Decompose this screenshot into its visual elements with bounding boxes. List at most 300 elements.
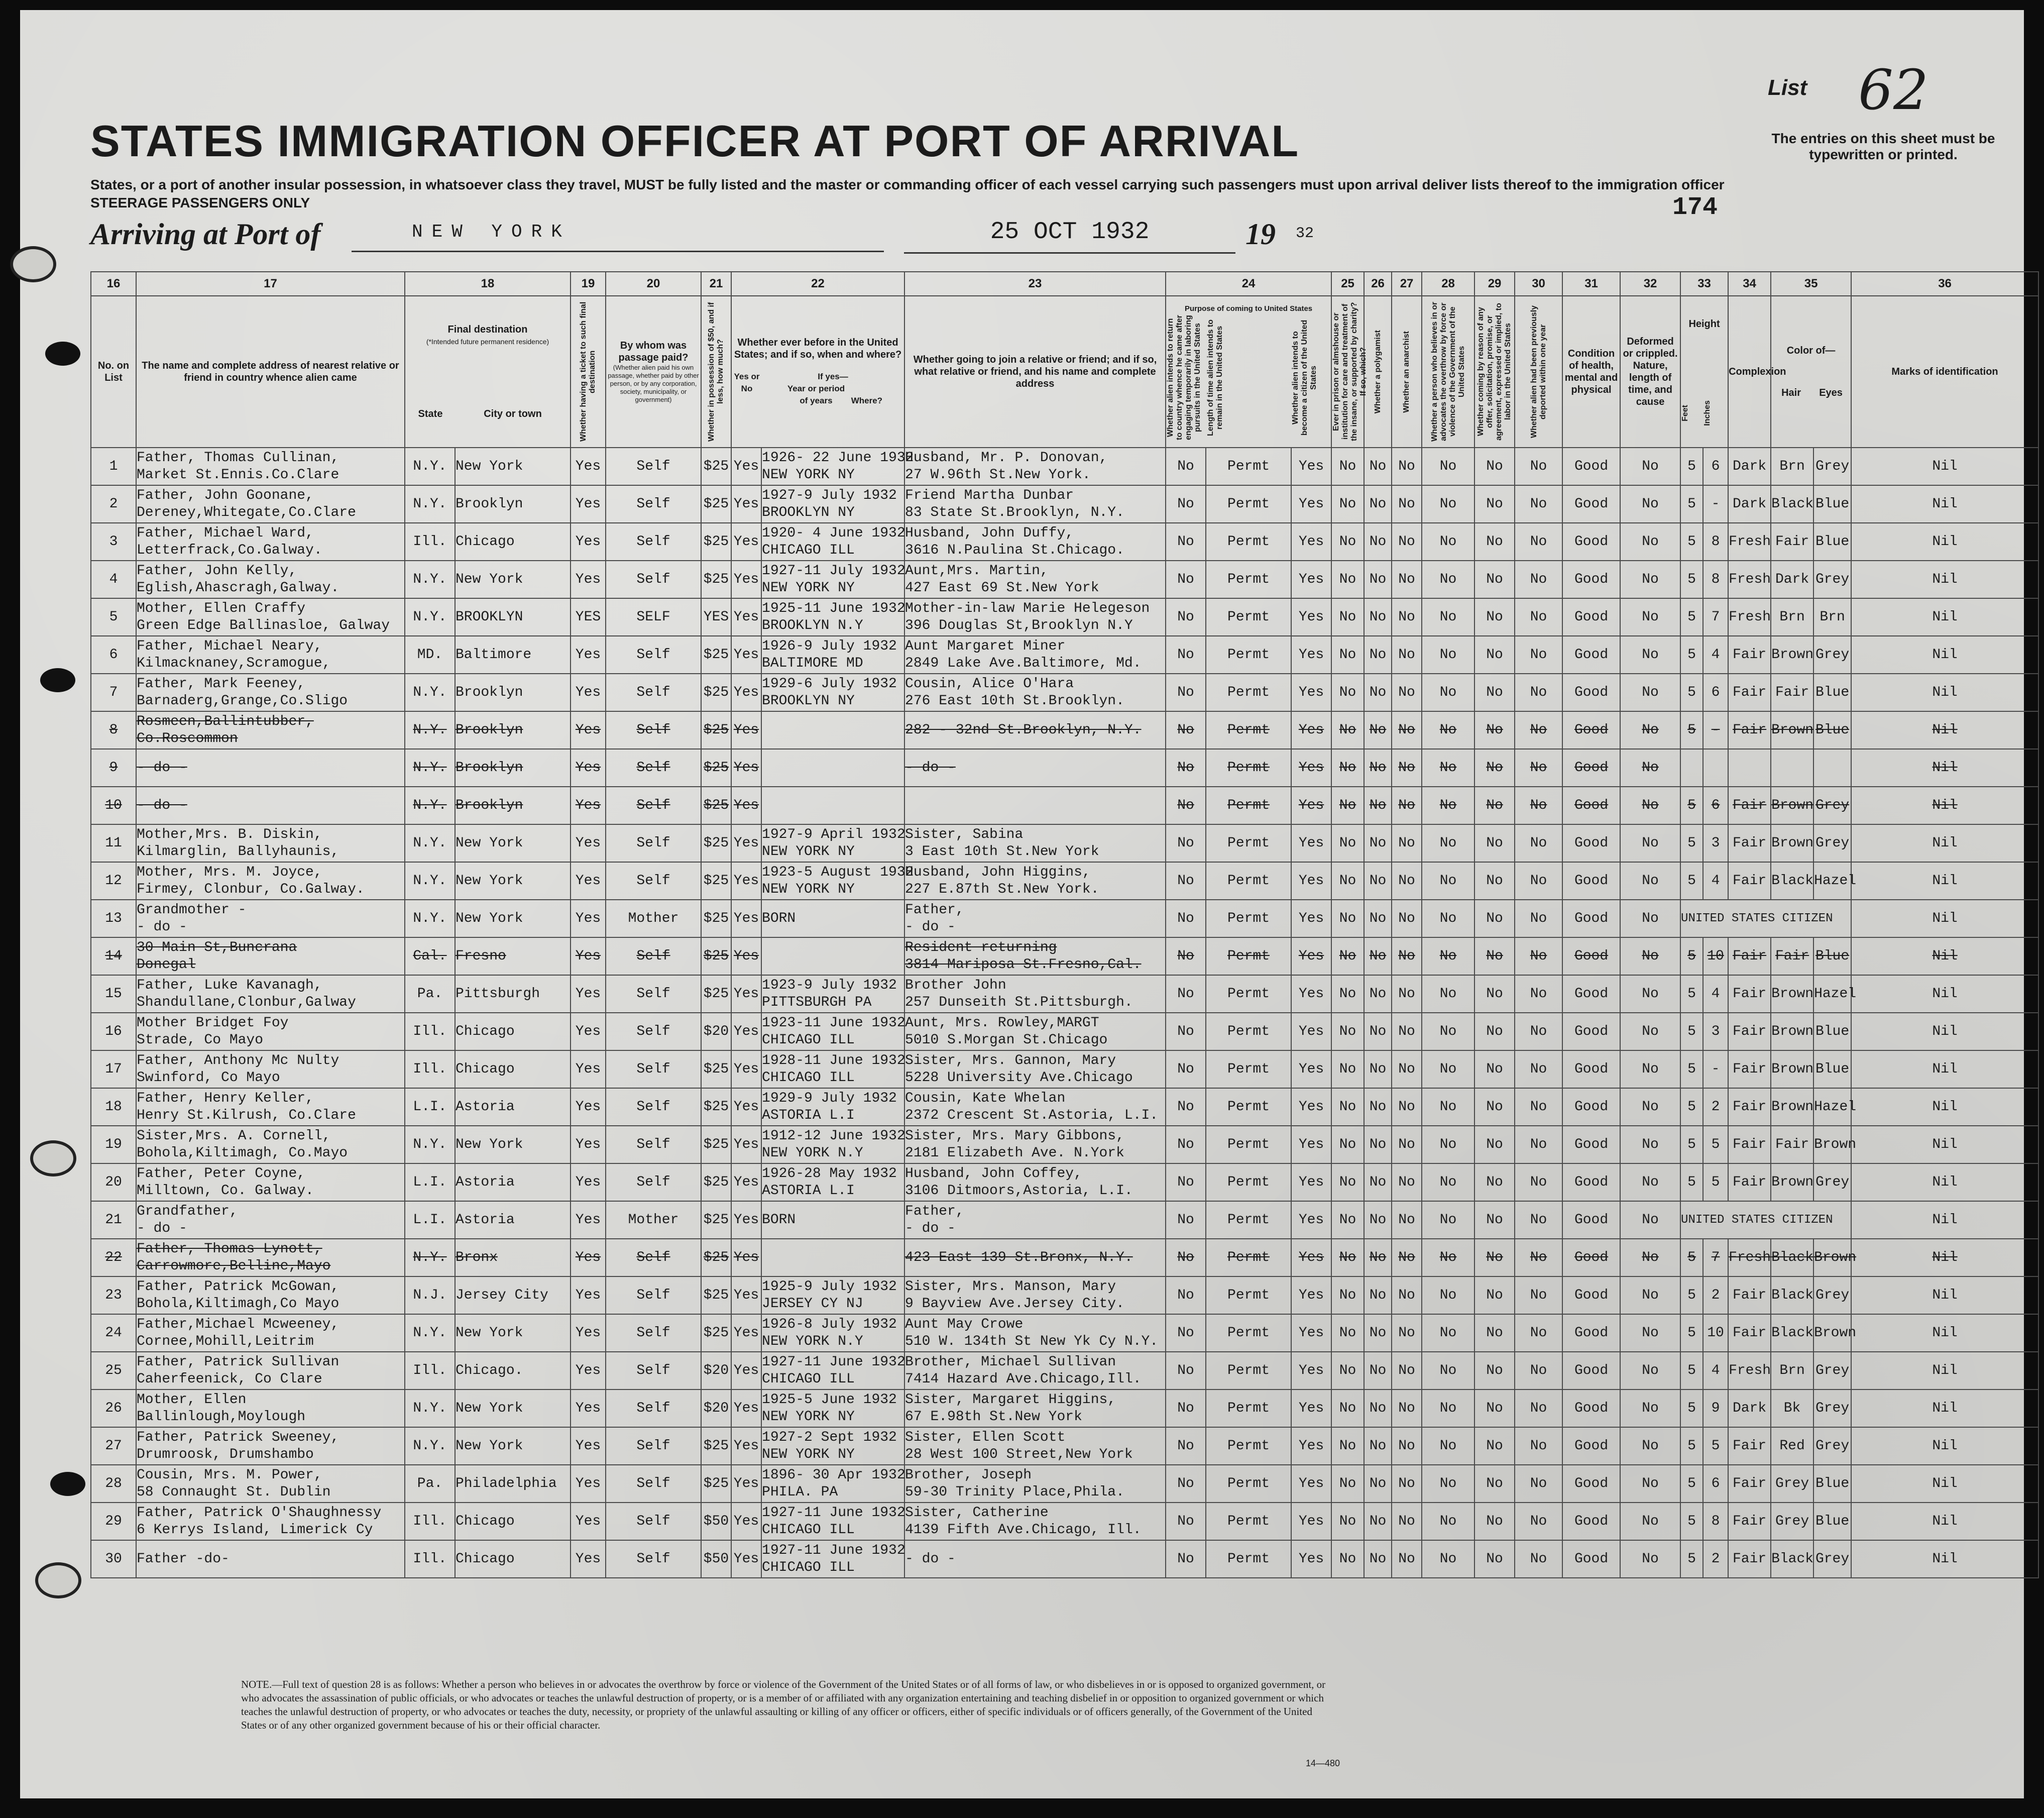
q28-cell: No bbox=[1422, 1352, 1474, 1389]
height-inches-cell: 6 bbox=[1703, 674, 1728, 711]
ticket-cell: Yes bbox=[571, 1050, 606, 1088]
relative-address bbox=[136, 448, 405, 485]
marks-cell: Nil bbox=[1851, 1276, 2038, 1314]
subtitle bbox=[90, 176, 1748, 212]
health-cell: Good bbox=[1562, 862, 1620, 900]
row-number: 5 bbox=[91, 598, 136, 636]
hair-cell: Dark bbox=[1771, 561, 1813, 598]
purpose-citizen-cell: Yes bbox=[1291, 1427, 1331, 1465]
deformed-cell: No bbox=[1620, 1352, 1680, 1389]
col-no: No. on List bbox=[91, 296, 136, 448]
purpose-length-cell: Permt bbox=[1206, 1088, 1291, 1126]
q27-cell: No bbox=[1392, 1126, 1422, 1163]
state-cell: N.Y. bbox=[405, 598, 455, 636]
relative-address-line: - do - bbox=[137, 797, 187, 813]
column-number: 31 bbox=[1562, 272, 1620, 296]
before-us-cell: Yes bbox=[731, 1427, 761, 1465]
q29-cell: No bbox=[1474, 749, 1515, 787]
q29-cell: No bbox=[1474, 448, 1515, 485]
col-final-destination bbox=[405, 296, 571, 448]
before-us-details-line: JERSEY CY NJ bbox=[762, 1296, 863, 1312]
relative-address-line: Grandmother - bbox=[137, 902, 247, 918]
paid-by-cell: Self bbox=[606, 448, 701, 485]
deformed-cell: No bbox=[1620, 787, 1680, 824]
money-cell: $20 bbox=[701, 1013, 731, 1050]
relative-address-line: Strade, Co Mayo bbox=[137, 1032, 264, 1048]
before-us-cell: Yes bbox=[731, 1088, 761, 1126]
state-cell: N.Y. bbox=[405, 1389, 455, 1427]
q30-cell: No bbox=[1515, 937, 1562, 975]
relative-address-line: Father, Peter Coyne, bbox=[137, 1165, 306, 1182]
q30-cell: No bbox=[1515, 1163, 1562, 1201]
col-eyes: Eyes bbox=[1819, 387, 1843, 398]
health-cell: Good bbox=[1562, 824, 1620, 862]
deformed-cell: No bbox=[1620, 1201, 1680, 1239]
if-yes-label: If yes— bbox=[818, 372, 848, 381]
purpose-citizen-cell: Yes bbox=[1291, 485, 1331, 523]
q28-cell: No bbox=[1422, 711, 1474, 749]
table-row bbox=[91, 937, 2038, 975]
q26-cell: No bbox=[1364, 1540, 1392, 1578]
joining-cell bbox=[904, 749, 1166, 787]
ticket-cell: Yes bbox=[571, 1540, 606, 1578]
before-us-cell: Yes bbox=[731, 523, 761, 561]
joining-cell-line: Father, bbox=[905, 1203, 964, 1219]
health-cell: Good bbox=[1562, 1389, 1620, 1427]
paid-by-cell: Self bbox=[606, 1465, 701, 1503]
table-row bbox=[91, 1126, 2038, 1163]
table-row bbox=[91, 1163, 2038, 1201]
q29-cell: No bbox=[1474, 1389, 1515, 1427]
q25-cell: No bbox=[1331, 787, 1364, 824]
complexion-cell: Fresh bbox=[1728, 1239, 1771, 1276]
city-cell: Chicago bbox=[455, 523, 571, 561]
before-us-details-line: 1925-5 June 1932 bbox=[762, 1392, 897, 1408]
relative-address-line: Rosmeen,Ballintubber, bbox=[137, 713, 314, 729]
money-cell: $25 bbox=[701, 1201, 731, 1239]
q26-cell: No bbox=[1364, 674, 1392, 711]
purpose-length-cell: Permt bbox=[1206, 636, 1291, 674]
joining-cell-line: Cousin, Alice O'Hara bbox=[905, 676, 1074, 692]
purpose-return-cell: No bbox=[1166, 1352, 1206, 1389]
height-inches-cell: - bbox=[1703, 1050, 1728, 1088]
paid-by-cell: Mother bbox=[606, 1201, 701, 1239]
relative-address-line: Cousin, Mrs. M. Power, bbox=[137, 1467, 322, 1483]
city-cell: Brooklyn bbox=[455, 674, 571, 711]
deformed-cell: No bbox=[1620, 1540, 1680, 1578]
q27-cell: No bbox=[1392, 674, 1422, 711]
deformed-cell: No bbox=[1620, 1163, 1680, 1201]
joining-cell-line: Sister, Mrs. Mary Gibbons, bbox=[905, 1128, 1124, 1144]
height-inches-cell: 3 bbox=[1703, 824, 1728, 862]
joining-cell-line: Sister, Margaret Higgins, bbox=[905, 1392, 1116, 1408]
complexion-cell: Fair bbox=[1728, 1163, 1771, 1201]
deformed-cell: No bbox=[1620, 1126, 1680, 1163]
state-cell: Cal. bbox=[405, 937, 455, 975]
before-us-details bbox=[761, 1427, 904, 1465]
q30-cell: No bbox=[1515, 598, 1562, 636]
col-ticket bbox=[571, 296, 606, 448]
q29-cell: No bbox=[1474, 1201, 1515, 1239]
before-us-details bbox=[761, 711, 904, 749]
height-feet-cell: 5 bbox=[1680, 787, 1703, 824]
manifest-sheet bbox=[20, 10, 2024, 1798]
q27-cell: No bbox=[1392, 937, 1422, 975]
column-number: 27 bbox=[1392, 272, 1422, 296]
q29-cell: No bbox=[1474, 1314, 1515, 1352]
purpose-return-cell: No bbox=[1166, 485, 1206, 523]
before-us-label: Whether ever before in the United States; and if so, when and where? bbox=[734, 337, 902, 360]
ticket-cell: YES bbox=[571, 598, 606, 636]
complexion-cell: Fair bbox=[1728, 1050, 1771, 1088]
joining-cell bbox=[904, 1163, 1166, 1201]
height-inches-cell bbox=[1703, 749, 1728, 787]
q27-cell: No bbox=[1392, 862, 1422, 900]
purpose-length-cell: Permt bbox=[1206, 1201, 1291, 1239]
health-cell: Good bbox=[1562, 1201, 1620, 1239]
purpose-citizen-cell: Yes bbox=[1291, 900, 1331, 937]
q25-cell: No bbox=[1331, 1163, 1364, 1201]
q27-cell: No bbox=[1392, 1352, 1422, 1389]
row-number: 4 bbox=[91, 561, 136, 598]
ticket-cell: Yes bbox=[571, 1352, 606, 1389]
deformed-cell: No bbox=[1620, 1013, 1680, 1050]
health-cell: Good bbox=[1562, 523, 1620, 561]
before-us-details-line: NEW YORK NY bbox=[762, 467, 855, 483]
purpose-citizen-cell: Yes bbox=[1291, 711, 1331, 749]
height-feet-cell: 5 bbox=[1680, 1503, 1703, 1540]
relative-address-line: Sister,Mrs. A. Cornell, bbox=[137, 1128, 331, 1144]
before-us-details bbox=[761, 448, 914, 485]
purpose-return-cell: No bbox=[1166, 1389, 1206, 1427]
q28-cell: No bbox=[1422, 598, 1474, 636]
purpose-return-cell: No bbox=[1166, 561, 1206, 598]
final-destination-label: Final destination bbox=[447, 324, 528, 335]
before-us-cell: Yes bbox=[731, 711, 761, 749]
height-feet-cell: 5 bbox=[1680, 862, 1703, 900]
q26-cell: No bbox=[1364, 900, 1392, 937]
purpose-length-cell: Permt bbox=[1206, 862, 1291, 900]
relative-address-line: - do - bbox=[137, 1220, 187, 1236]
q27-cell: No bbox=[1392, 711, 1422, 749]
ticket-cell: Yes bbox=[571, 674, 606, 711]
state-cell: N.Y. bbox=[405, 448, 455, 485]
purpose-citizen-cell: Yes bbox=[1291, 749, 1331, 787]
polygamist-label: Whether a polygamist bbox=[1373, 330, 1382, 414]
ticket-cell: Yes bbox=[571, 561, 606, 598]
before-us-details-line: BROOKLYN NY bbox=[762, 504, 855, 520]
q28-cell: No bbox=[1422, 1088, 1474, 1126]
joining-cell bbox=[904, 1013, 1166, 1050]
marks-cell: Nil bbox=[1851, 1352, 2038, 1389]
before-us-details-line: BALTIMORE MD bbox=[762, 655, 863, 671]
complexion-cell: Fair bbox=[1728, 1540, 1771, 1578]
joining-cell bbox=[904, 598, 1166, 636]
q26-cell: No bbox=[1364, 561, 1392, 598]
marks-cell: Nil bbox=[1851, 711, 2038, 749]
before-us-details-line: NEW YORK N.Y bbox=[762, 1145, 863, 1161]
paid-by-cell: Self bbox=[606, 1540, 701, 1578]
height-feet-cell: 5 bbox=[1680, 598, 1703, 636]
form-number: 14—480 bbox=[1306, 1758, 1340, 1768]
purpose-citizen-cell: Yes bbox=[1291, 1013, 1331, 1050]
paid-by-cell: Self bbox=[606, 1314, 701, 1352]
joining-cell-line: 59-30 Trinity Place,Phila. bbox=[905, 1484, 1124, 1500]
height-feet-cell: 5 bbox=[1680, 824, 1703, 862]
table-row bbox=[91, 862, 2038, 900]
deformed-cell: No bbox=[1620, 523, 1680, 561]
joining-cell-line: 2849 Lake Ave.Baltimore, Md. bbox=[905, 655, 1142, 671]
state-cell: Ill. bbox=[405, 1352, 455, 1389]
health-cell: Good bbox=[1562, 711, 1620, 749]
complexion-cell: Fresh bbox=[1728, 523, 1771, 561]
table-row bbox=[91, 1389, 2038, 1427]
before-us-details bbox=[761, 523, 904, 561]
relative-address-line: Father -do- bbox=[137, 1551, 230, 1567]
hair-cell: Fair bbox=[1771, 523, 1813, 561]
before-us-details bbox=[761, 1163, 904, 1201]
relative-address-line: Father, Thomas Lynott, bbox=[137, 1241, 322, 1257]
q26-cell: No bbox=[1364, 1389, 1392, 1427]
purpose-length-cell: Permt bbox=[1206, 711, 1291, 749]
hair-cell: Black bbox=[1771, 1540, 1813, 1578]
col-where: Where? bbox=[851, 396, 883, 405]
q28-cell: No bbox=[1422, 1163, 1474, 1201]
q25-cell: No bbox=[1331, 1013, 1364, 1050]
before-us-details bbox=[761, 1540, 904, 1578]
q25-cell: No bbox=[1331, 1314, 1364, 1352]
before-us-cell: Yes bbox=[731, 787, 761, 824]
purpose-length-cell: Permt bbox=[1206, 787, 1291, 824]
state-cell: N.Y. bbox=[405, 824, 455, 862]
paid-by-cell: Self bbox=[606, 561, 701, 598]
q26-cell: No bbox=[1364, 1013, 1392, 1050]
q30-cell: No bbox=[1515, 561, 1562, 598]
joining-cell-line: Cousin, Kate Whelan bbox=[905, 1090, 1066, 1106]
deformed-cell: No bbox=[1620, 561, 1680, 598]
q28-cell: No bbox=[1422, 636, 1474, 674]
purpose-citizen-cell: Yes bbox=[1291, 1465, 1331, 1503]
height-feet-cell: 5 bbox=[1680, 1050, 1703, 1088]
relative-address-line: Bohola,Kiltimagh,Co Mayo bbox=[137, 1296, 339, 1312]
q28-cell: No bbox=[1422, 674, 1474, 711]
row-number: 13 bbox=[91, 900, 136, 937]
before-us-details-line: 1927-11 July 1932 bbox=[762, 563, 905, 579]
city-cell: New York bbox=[455, 1427, 571, 1465]
hair-cell: Brown bbox=[1771, 1088, 1813, 1126]
q30-cell: No bbox=[1515, 1427, 1562, 1465]
row-number: 8 bbox=[91, 711, 136, 749]
binding-hole bbox=[35, 1562, 81, 1598]
year-prefix: 19 bbox=[1245, 218, 1276, 251]
relative-address-line: Market St.Ennis.Co.Clare bbox=[137, 467, 339, 483]
eyes-cell: Blue bbox=[1813, 1503, 1851, 1540]
table-row bbox=[91, 636, 2038, 674]
deformed-cell: No bbox=[1620, 937, 1680, 975]
before-us-details-line: NEW YORK NY bbox=[762, 580, 855, 596]
eyes-cell: Grey bbox=[1813, 1276, 1851, 1314]
col-deformed: Deformed or crippled. Nature, length of time, and cause bbox=[1620, 296, 1680, 448]
ticket-cell: Yes bbox=[571, 1126, 606, 1163]
money-cell: $25 bbox=[701, 561, 731, 598]
row-number: 1 bbox=[91, 448, 136, 485]
before-us-details bbox=[761, 674, 904, 711]
purpose-citizen-cell: Yes bbox=[1291, 1314, 1331, 1352]
q25-cell: No bbox=[1331, 1276, 1364, 1314]
joining-cell-line: 5228 University Ave.Chicago bbox=[905, 1070, 1133, 1086]
q25-cell: No bbox=[1331, 1050, 1364, 1088]
before-us-details-line: 1920- 4 June 1932 bbox=[762, 525, 905, 541]
height-feet-cell: 5 bbox=[1680, 1314, 1703, 1352]
q26-cell: No bbox=[1364, 598, 1392, 636]
eyes-cell: Grey bbox=[1813, 561, 1851, 598]
hair-cell: Brown bbox=[1771, 1163, 1813, 1201]
q30-cell: No bbox=[1515, 1088, 1562, 1126]
before-us-details bbox=[761, 1465, 904, 1503]
money-cell: $25 bbox=[701, 1163, 731, 1201]
joining-cell-line: Husband, Mr. P. Donovan, bbox=[905, 450, 1108, 466]
q30-cell: No bbox=[1515, 1389, 1562, 1427]
purpose-return-cell: No bbox=[1166, 636, 1206, 674]
hair-cell: Bk bbox=[1771, 1389, 1813, 1427]
table-row bbox=[91, 598, 2038, 636]
joining-cell-line: Aunt,Mrs. Martin, bbox=[905, 563, 1049, 579]
date-field: 25 OCT 1932 bbox=[904, 217, 1235, 254]
hair-cell: Brn bbox=[1771, 1352, 1813, 1389]
city-cell: New York bbox=[455, 900, 571, 937]
before-us-cell: Yes bbox=[731, 1540, 761, 1578]
health-cell: Good bbox=[1562, 1465, 1620, 1503]
row-number: 20 bbox=[91, 1163, 136, 1201]
state-cell: Ill. bbox=[405, 523, 455, 561]
complexion-cell bbox=[1728, 749, 1771, 787]
q25-cell: No bbox=[1331, 1503, 1364, 1540]
before-us-details-line: CHICAGO ILL bbox=[762, 1070, 855, 1086]
hair-cell: Brown bbox=[1771, 787, 1813, 824]
q26-cell: No bbox=[1364, 1088, 1392, 1126]
joining-cell-line: Brother, Joseph bbox=[905, 1467, 1032, 1483]
state-cell: N.Y. bbox=[405, 749, 455, 787]
ticket-cell: Yes bbox=[571, 749, 606, 787]
q25-cell: No bbox=[1331, 485, 1364, 523]
money-cell: $25 bbox=[701, 448, 731, 485]
before-us-details-line: 1923-11 June 1932 bbox=[762, 1015, 905, 1031]
q25-cell: No bbox=[1331, 598, 1364, 636]
purpose-return-cell: No bbox=[1166, 674, 1206, 711]
height-inches-cell: 9 bbox=[1703, 1389, 1728, 1427]
complexion-cell: Fair bbox=[1728, 937, 1771, 975]
eyes-cell: Blue bbox=[1813, 937, 1851, 975]
purpose-label: Purpose of coming to United States bbox=[1184, 304, 1313, 313]
q29-cell: No bbox=[1474, 1013, 1515, 1050]
purpose-return-cell: No bbox=[1166, 1013, 1206, 1050]
table-row bbox=[91, 711, 2038, 749]
purpose-return-cell: No bbox=[1166, 1314, 1206, 1352]
state-cell: Ill. bbox=[405, 1013, 455, 1050]
joining-cell bbox=[904, 674, 1166, 711]
purpose-length-cell: Permt bbox=[1206, 1314, 1291, 1352]
binding-hole bbox=[50, 1472, 85, 1496]
hair-cell: Fair bbox=[1771, 674, 1813, 711]
state-cell: L.I. bbox=[405, 1163, 455, 1201]
city-cell: Brooklyn bbox=[455, 749, 571, 787]
column-number: 19 bbox=[571, 272, 606, 296]
row-number: 29 bbox=[91, 1503, 136, 1540]
row-number: 26 bbox=[91, 1389, 136, 1427]
relative-address bbox=[136, 1352, 405, 1389]
column-number: 22 bbox=[731, 272, 904, 296]
health-cell: Good bbox=[1562, 636, 1620, 674]
joining-cell-line: 3 East 10th St.New York bbox=[905, 843, 1099, 860]
column-number: 29 bbox=[1474, 272, 1515, 296]
ticket-cell: Yes bbox=[571, 1088, 606, 1126]
purpose-citizen-cell: Yes bbox=[1291, 1126, 1331, 1163]
relative-address bbox=[136, 1427, 405, 1465]
eyes-cell: Grey bbox=[1813, 636, 1851, 674]
money-cell: $25 bbox=[701, 674, 731, 711]
q25-cell: No bbox=[1331, 1427, 1364, 1465]
table-row bbox=[91, 900, 2038, 937]
purpose-length-cell: Permt bbox=[1206, 561, 1291, 598]
q27-cell: No bbox=[1392, 749, 1422, 787]
table-row bbox=[91, 674, 2038, 711]
joining-cell-line: Friend Martha Dunbar bbox=[905, 487, 1074, 503]
q25-cell: No bbox=[1331, 862, 1364, 900]
ticket-cell: Yes bbox=[571, 900, 606, 937]
q27-cell: No bbox=[1392, 1276, 1422, 1314]
joining-cell bbox=[904, 1540, 1166, 1578]
q29-cell: No bbox=[1474, 900, 1515, 937]
health-cell: Good bbox=[1562, 937, 1620, 975]
q27-cell: No bbox=[1392, 561, 1422, 598]
q29-cell: No bbox=[1474, 1050, 1515, 1088]
row-number: 9 bbox=[91, 749, 136, 787]
purpose-citizen-cell: Yes bbox=[1291, 1201, 1331, 1239]
before-us-details bbox=[761, 636, 904, 674]
table-row bbox=[91, 448, 2038, 485]
ticket-cell: Yes bbox=[571, 1465, 606, 1503]
before-us-cell: Yes bbox=[731, 1503, 761, 1540]
before-us-cell: Yes bbox=[731, 975, 761, 1013]
money-cell: $25 bbox=[701, 523, 731, 561]
joining-cell-line: 9 Bayview Ave.Jersey City. bbox=[905, 1296, 1124, 1312]
q26-cell: No bbox=[1364, 1163, 1392, 1201]
paid-by-cell: Self bbox=[606, 1163, 701, 1201]
purpose-return-cell: No bbox=[1166, 1050, 1206, 1088]
deformed-cell: No bbox=[1620, 862, 1680, 900]
ticket-cell: Yes bbox=[571, 975, 606, 1013]
color-label: Color of— bbox=[1786, 345, 1836, 356]
height-feet-cell bbox=[1680, 749, 1703, 787]
relative-address-line: Mother,Mrs. B. Diskin, bbox=[137, 826, 322, 842]
col-paid-by bbox=[606, 296, 701, 448]
city-cell: Chicago bbox=[455, 1050, 571, 1088]
purpose-return-cell: No bbox=[1166, 1540, 1206, 1578]
height-feet-cell: 5 bbox=[1680, 1465, 1703, 1503]
q27-cell: No bbox=[1392, 523, 1422, 561]
hair-cell: Black bbox=[1771, 1314, 1813, 1352]
column-number: 24 bbox=[1166, 272, 1331, 296]
height-inches-cell: 4 bbox=[1703, 636, 1728, 674]
relative-address-line: Mother, Ellen bbox=[137, 1392, 247, 1408]
health-cell: Good bbox=[1562, 1050, 1620, 1088]
marks-cell: Nil bbox=[1851, 523, 2038, 561]
relative-address bbox=[136, 1088, 405, 1126]
manifest-table bbox=[90, 271, 2039, 1578]
q29-cell: No bbox=[1474, 523, 1515, 561]
before-us-cell: Yes bbox=[731, 1239, 761, 1276]
city-cell: Chicago. bbox=[455, 1352, 571, 1389]
